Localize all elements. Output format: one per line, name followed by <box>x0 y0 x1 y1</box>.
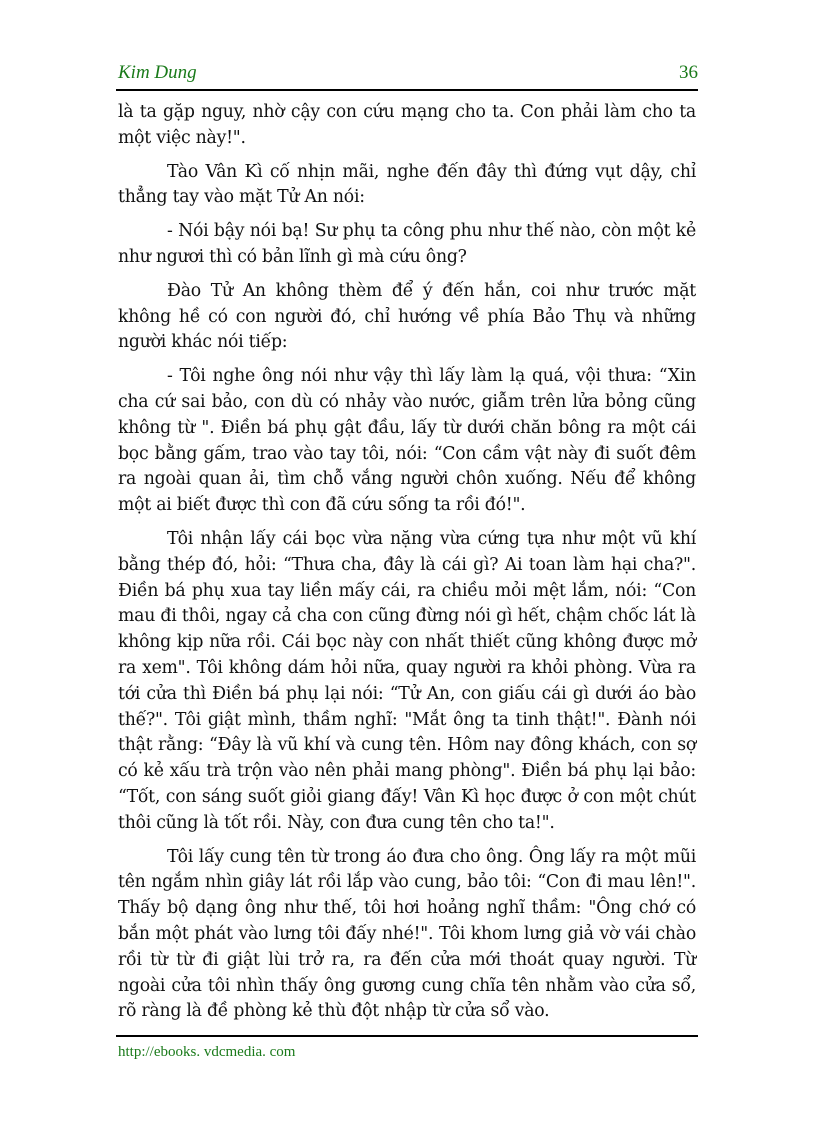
paragraph: là ta gặp nguy, nhờ cậy con cứu mạng cho ta. Con phải làm cho ta một việc này!". <box>118 102 696 148</box>
paragraph: Đào Tử An không thèm để ý đến hắn, coi như trước mặt không hề có con người đó, chỉ hướng về phía Bảo Thụ và những người khác nói tiếp: <box>118 280 696 353</box>
book-author-title: Kim Dung <box>118 62 197 83</box>
paragraph: - Nói bậy nói bạ! Sư phụ ta công phu như thế nào, còn một kẻ như ngươi thì có bản lĩnh gì mà cứu ông? <box>118 221 696 267</box>
header-divider <box>116 89 698 91</box>
paragraph: Tôi nhận lấy cái bọc vừa nặng vừa cứng tựa như một vũ khí bằng thép đó, hỏi: “Thưa cha, đây là cái gì? Ai toan làm hại cha?". Điền bá phụ xua tay liền mấy cái, ra chiều mỏi mệt lắm, nói: “Con mau đi thôi, ngay cả cha con cũng đừng nói gì hết, chậm chốc lát là không kịp nữa rồi. Cái bọc này con nhất thiết cũng không được mở ra xem". Tôi không dám hỏi nữa, quay người ra khỏi phòng. Vừa ra tới cửa thì Điền bá phụ lại nói: “Tử An, con giấu cái gì dưới áo bào thế?". Tôi giật mình, thầm nghĩ: "Mắt ông ta tinh thật!". Đành nói thật rằng: “Đây là vũ khí và cung tên. Hôm nay đông khách, con sợ có kẻ xấu trà trộn vào nên phải mang phòng". Điền bá phụ lại bảo: “Tốt, con sáng suốt giỏi giang đấy! Vân Kì học được ở con một chút thôi cũng là tốt rồi. Này, con đưa cung tên cho ta!". <box>118 528 696 833</box>
page-body <box>118 100 696 1033</box>
page-header <box>118 62 698 88</box>
paragraph: - Tôi nghe ông nói như vậy thì lấy làm lạ quá, vội thưa: “Xin cha cứ sai bảo, con dù có nhảy vào nước, giẫm trên lửa bỏng cũng không từ ". Điền bá phụ gật đầu, lấy từ dưới chăn bông ra một cái bọc bằng gấm, trao vào tay tôi, nói: “Con cầm vật này đi suốt đêm ra ngoài quan ải, tìm chỗ vắng người chôn xuống. Nếu để không một ai biết được thì con đã cứu sống ta rồi đó!". <box>118 366 696 516</box>
page-number: 36 <box>679 62 698 83</box>
footer-divider <box>116 1035 698 1037</box>
paragraph: Tôi lấy cung tên từ trong áo đưa cho ông. Ông lấy ra một mũi tên ngắm nhìn giây lát rồi lắp vào cung, bảo tôi: “Con đi mau lên!". Thấy bộ dạng ông như thế, tôi hơi hoảng nghĩ thầm: "Ông chớ có bắn một phát vào lưng tôi đấy nhé!". Tôi khom lưng giả vờ vái chào rồi từ từ đi giật lùi trở ra, ra đến cửa mới thoát quay người. Từ ngoài cửa tôi nhìn thấy ông gương cung chĩa tên nhằm vào cửa sổ, rõ ràng là đề phòng kẻ thù đột nhập từ cửa sổ vào. <box>118 846 696 1022</box>
paragraph: Tào Vân Kì cố nhịn mãi, nghe đến đây thì đứng vụt dậy, chỉ thẳng tay vào mặt Tử An nói: <box>118 161 696 208</box>
footer-link[interactable]: http://ebooks. vdcmedia. com <box>118 1044 296 1060</box>
